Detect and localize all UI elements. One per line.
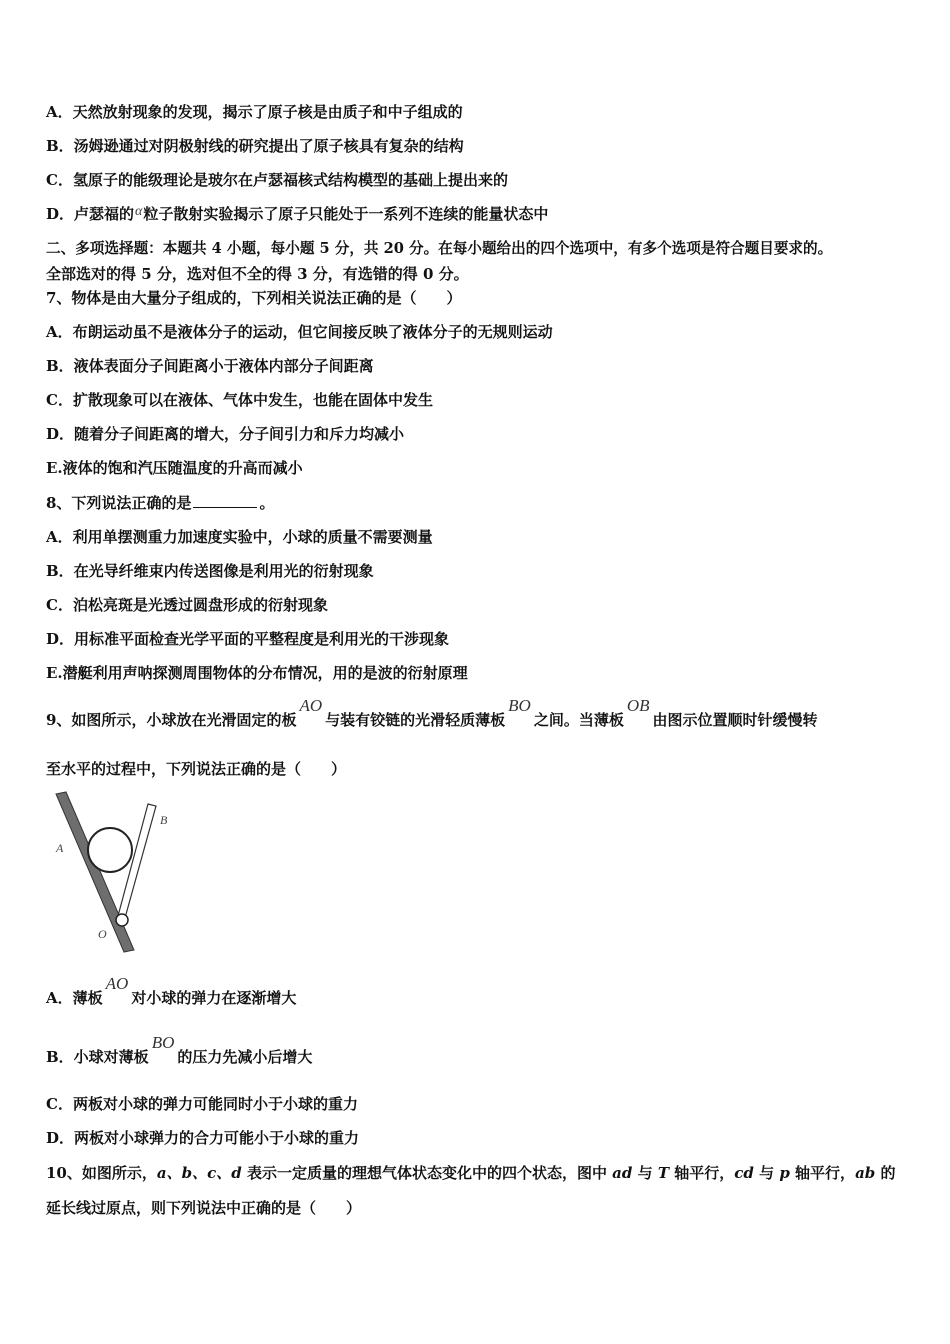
q8-option-a: A．利用单摆测重力加速度实验中，小球的质量不需要测量 [46, 528, 433, 546]
q10-p3: 与 [632, 1164, 658, 1182]
ball [88, 828, 132, 872]
q9-stem-p2: 与装有铰链的光滑轻质薄板 [325, 711, 506, 729]
q10-t: T [657, 1164, 670, 1182]
q7-option-c: C．扩散现象可以在液体、气体中发生，也能在固体中发生 [46, 391, 433, 409]
section2-heading-2: 全部选对的得 5 分，选对但不全的得 3 分，有选错的得 0 分。 [46, 265, 469, 283]
q10-p7: 的 [875, 1164, 896, 1182]
q8-stem [46, 493, 274, 513]
q10-stem-line2: 延长线过原点，则下列说法中正确的是（ ） [46, 1199, 362, 1217]
q9-option-c: C．两板对小球的弹力可能同时小于小球的重力 [46, 1095, 358, 1113]
q8-option-c: C．泊松亮斑是光透过圆盘形成的衍射现象 [46, 596, 328, 614]
q10-p4: 轴平行， [669, 1164, 735, 1182]
plate-ao [56, 792, 134, 952]
q9-stem-line1 [46, 696, 818, 730]
answer-blank [193, 493, 257, 508]
q10-stem-line1 [46, 1163, 896, 1183]
q8-option-d: D．用标准平面检查光学平面的平整程度是利用光的干涉现象 [46, 630, 450, 648]
q9-option-d: D．两板对小球弹力的合力可能小于小球的重力 [46, 1129, 360, 1147]
q10-cd: cd [734, 1164, 754, 1182]
q10-p1: 10、如图所示， [46, 1164, 157, 1182]
q8-stem-pre: 8、下列说法正确的是 [46, 494, 192, 512]
plate-ball-figure [48, 790, 188, 960]
q10-ab: ab [855, 1164, 876, 1182]
q7-option-d: D．随着分子间距离的增大，分子间引力和斥力均减小 [46, 425, 405, 443]
q9-stem-p3: 之间。当薄板 [533, 711, 624, 729]
q9-stem-p4: 由图示位置顺时针缓慢转 [652, 711, 818, 729]
hinge [116, 914, 128, 926]
q10-p5: 与 [753, 1164, 780, 1182]
q7-stem: 7、物体是由大量分子组成的，下列相关说法正确的是（ ） [46, 289, 462, 307]
q9-a-post: 对小球的弹力在逐渐增大 [131, 989, 297, 1007]
alpha-symbol: α [135, 204, 143, 219]
label-o: O [98, 927, 107, 941]
section2-heading-1: 二、多项选择题：本题共 4 小题，每小题 5 分，共 20 分。在每小题给出的四个选项中，有多个选项是符合题目要求的。 [46, 240, 833, 257]
q9-stem-line2: 至水平的过程中，下列说法正确的是（ ） [46, 760, 347, 778]
q6-option-c: C．氢原子的能级理论是玻尔在卢瑟福核式结构模型的基础上提出来的 [46, 171, 508, 189]
q10-ad: ad [612, 1164, 633, 1182]
q10-p2: 表示一定质量的理想气体状态变化中的四个状态，图中 [241, 1164, 613, 1182]
label-a: A [56, 841, 64, 855]
q8-stem-post: 。 [259, 494, 275, 512]
q7-option-a: A．布朗运动虽不是液体分子的运动，但它间接反映了液体分子的无规则运动 [46, 323, 553, 341]
q9-option-a [46, 974, 297, 1008]
symbol-bo: BO [151, 1033, 175, 1052]
symbol-bo: BO [508, 696, 531, 715]
q9-b-post: 的压力先减小后增大 [177, 1048, 313, 1066]
symbol-ao: AO [105, 974, 129, 993]
q9-option-b [46, 1033, 313, 1067]
q8-option-e: E.潜艇利用声呐探测周围物体的分布情况，用的是波的衍射原理 [46, 664, 468, 682]
q6-option-d [46, 204, 548, 226]
q10-abcd: a、b、c、d [156, 1164, 242, 1182]
q7-option-e: E.液体的饱和汽压随温度的升高而减小 [46, 459, 303, 477]
q10-p: p [779, 1164, 790, 1182]
label-b: B [160, 813, 168, 827]
q9-b-pre: B．小球对薄板 [46, 1048, 149, 1066]
q9-stem-p1: 9、如图所示，小球放在光滑固定的板 [46, 711, 297, 729]
symbol-ob: OB [626, 696, 650, 715]
q6-d-pre: D．卢瑟福的 [46, 205, 135, 223]
q8-option-b: B．在光导纤维束内传送图像是利用光的衍射现象 [46, 562, 374, 580]
q7-option-b: B．液体表面分子间距离小于液体内部分子间距离 [46, 357, 374, 375]
q9-a-pre: A．薄板 [46, 989, 103, 1007]
q6-d-post: 粒子散射实验揭示了原子只能处于一系列不连续的能量状态中 [143, 205, 549, 223]
symbol-ao: AO [299, 696, 323, 715]
q6-option-b: B．汤姆逊通过对阴极射线的研究提出了原子核具有复杂的结构 [46, 137, 464, 155]
q6-option-a: A．天然放射现象的发现，揭示了原子核是由质子和中子组成的 [46, 103, 463, 121]
q10-p6: 轴平行， [789, 1164, 856, 1182]
